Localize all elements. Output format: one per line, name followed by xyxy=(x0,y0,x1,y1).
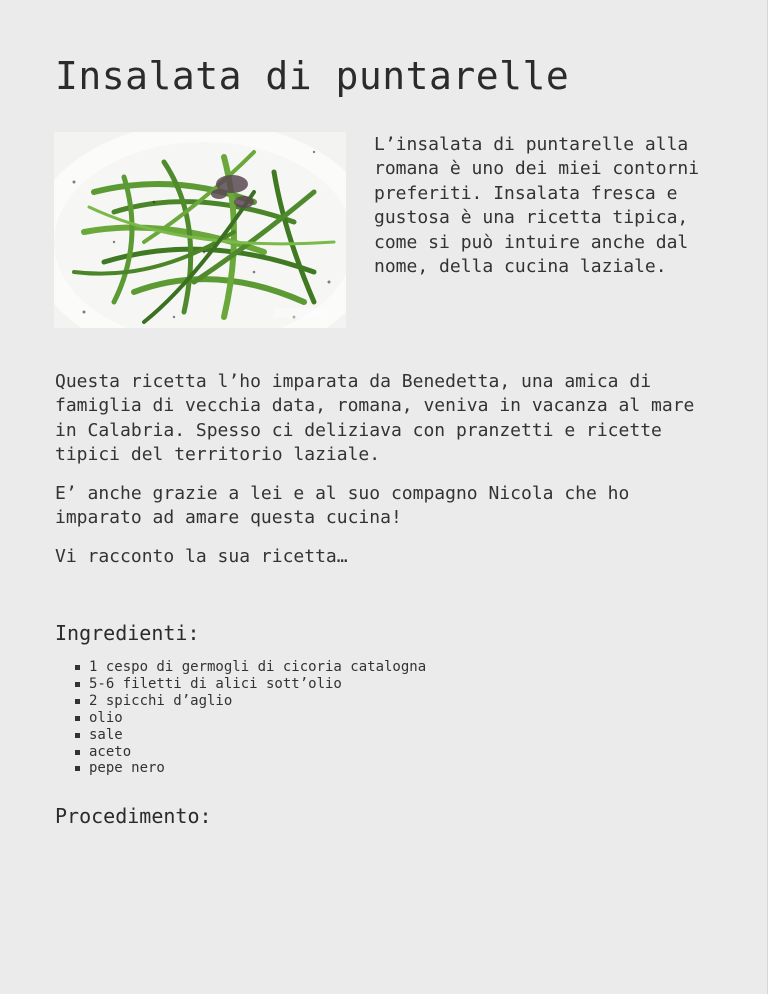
ingredient-item xyxy=(75,710,426,727)
bullet-icon xyxy=(75,665,80,670)
procedure-heading: Procedimento: xyxy=(55,804,212,828)
salad-photo xyxy=(54,132,346,328)
ingredients-list xyxy=(75,659,426,777)
ingredient-item xyxy=(75,693,426,710)
ingredient-label: 5-6 filetti di alici sott’olio xyxy=(89,675,342,692)
ingredient-label: olio xyxy=(89,709,123,726)
article-title: Insalata di puntarelle xyxy=(55,54,570,98)
ingredient-item xyxy=(75,676,426,693)
ingredients-heading: Ingredienti: xyxy=(55,621,200,645)
ingredient-item xyxy=(75,744,426,761)
ingredient-item xyxy=(75,659,426,676)
ingredient-label: aceto xyxy=(89,743,132,760)
bullet-icon xyxy=(75,750,80,755)
story-paragraph: Questa ricetta l’ho imparata da Benedetta, una amica di famiglia di vecchia data, romana, veniva in vacanza al mare in Calabria. Spesso ci deliziava con pranzetti e ricette tipici del territorio laziale. xyxy=(55,371,695,466)
intro-paragraph: L’insalata di puntarelle alla romana è uno dei miei contorni preferiti. Insalata fresca e gustosa è una ricetta tipica, come si può intuire anche dal nome, della cucina laziale. xyxy=(374,134,700,278)
ingredient-label: pepe nero xyxy=(89,760,165,777)
bullet-icon xyxy=(75,716,80,721)
bullet-icon xyxy=(75,733,80,738)
ingredient-label: 1 cespo di germogli di cicoria catalogna xyxy=(89,659,427,675)
ingredient-label: 2 spicchi d’aglio xyxy=(89,692,233,709)
story-paragraph: E’ anche grazie a lei e al suo compagno Nicola che ho imparato ad amare questa cucina! xyxy=(55,483,630,529)
ingredient-label: sale xyxy=(89,726,123,743)
bullet-icon xyxy=(75,766,80,771)
bullet-icon xyxy=(75,682,80,687)
ingredient-item xyxy=(75,727,426,744)
story-paragraph: Vi racconto la sua ricetta… xyxy=(55,546,348,567)
bullet-icon xyxy=(75,699,80,704)
ingredient-item xyxy=(75,760,426,777)
